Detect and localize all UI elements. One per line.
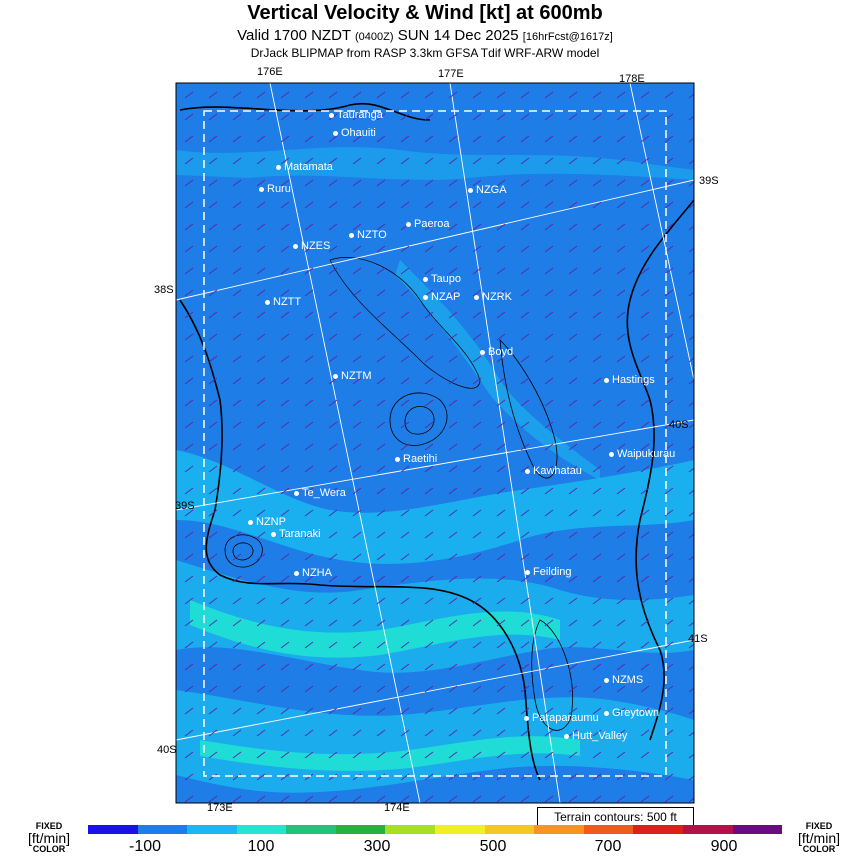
place-nzrk: NZRK: [474, 291, 512, 303]
place-nzga: NZGA: [468, 184, 507, 196]
units-left: [14, 822, 84, 854]
colorbar-label-neg100: -100: [128, 838, 162, 855]
units-left-top: FIXED: [35, 821, 63, 831]
lon-label-177e: 177E: [438, 68, 464, 80]
lon-label-173e: 173E: [207, 802, 233, 814]
colorbar-segment: [138, 825, 188, 834]
colorbar-segment: [88, 825, 138, 834]
lon-label-174e: 174E: [384, 802, 410, 814]
place-te-wera: Te_Wera: [294, 487, 346, 499]
lat-label-39s-left: 39S: [175, 500, 195, 512]
colorbar-segment: [237, 825, 287, 834]
utc-time: (0400Z): [355, 31, 394, 43]
place-nzto: NZTO: [349, 229, 387, 241]
place-feilding: Feilding: [525, 566, 572, 578]
lat-label-40s-right: 40S: [669, 419, 689, 431]
lat-label-41s: 41S: [688, 633, 708, 645]
place-matamata: Matamata: [276, 161, 333, 173]
colorbar-segment: [286, 825, 336, 834]
forecast-run: [16hrFcst@1617z]: [522, 31, 613, 43]
place-raetihi: Raetihi: [395, 453, 437, 465]
place-kawhatau: Kawhatau: [525, 465, 582, 477]
colorbar-segment: [385, 825, 435, 834]
colorbar-label-100: 100: [247, 838, 275, 855]
place-nznp: NZNP: [248, 516, 286, 528]
colorbar-segment: [336, 825, 386, 834]
units-left-bottom: COLOR: [32, 844, 66, 854]
place-ruru: Ruru: [259, 183, 291, 195]
colorbar-segment: [584, 825, 634, 834]
place-taranaki: Taranaki: [271, 528, 321, 540]
lat-label-40s-left: 40S: [157, 744, 177, 756]
place-boyd: Boyd: [480, 346, 513, 358]
colorbar-segment: [683, 825, 733, 834]
lat-label-39s-right: 39S: [699, 175, 719, 187]
units-right: [784, 822, 850, 854]
place-nzha: NZHA: [294, 567, 332, 579]
place-hastings: Hastings: [604, 374, 655, 386]
place-tauranga: Tauranga: [329, 109, 383, 121]
lon-label-176e: 176E: [257, 66, 283, 78]
place-nzms: NZMS: [604, 674, 643, 686]
colorbar-segment: [187, 825, 237, 834]
colorbar-segment: [534, 825, 584, 834]
valid-time-text: Valid 1700 NZDT: [237, 27, 355, 44]
place-nzap: NZAP: [423, 291, 460, 303]
colorbar-label-900: 900: [710, 838, 738, 855]
units-left-middle: [ft/min]: [27, 830, 70, 846]
place-waipukurau: Waipukurau: [609, 448, 675, 460]
place-paeroa: Paeroa: [406, 218, 449, 230]
place-greytown: Greytown: [604, 707, 659, 719]
map-background: [176, 83, 694, 803]
place-hutt-valley: Hutt_Valley: [564, 730, 627, 742]
units-right-middle: [ft/min]: [797, 830, 840, 846]
place-paraparaumu: Paraparaumu: [524, 712, 599, 724]
colorbar-segment: [485, 825, 535, 834]
lon-label-178e: 178E: [619, 73, 645, 85]
colorbar-segment: [435, 825, 485, 834]
place-ohauiti: Ohauiti: [333, 127, 376, 139]
colorbar-label-300: 300: [363, 838, 391, 855]
terrain-contours-note: Terrain contours: 500 ft: [537, 807, 694, 827]
place-nzes: NZES: [293, 240, 330, 252]
model-description: DrJack BLIPMAP from RASP 3.3km GFSA Tdif WRF-ARW model: [250, 46, 600, 60]
color-scale-bar: [88, 825, 782, 834]
colorbar-label-700: 700: [594, 838, 622, 855]
lat-label-38s: 38S: [154, 284, 174, 296]
map-title: Vertical Velocity & Wind [kt] at 600mb: [247, 2, 603, 24]
colorbar-segment: [633, 825, 683, 834]
colorbar-segment: [733, 825, 783, 834]
place-taupo: Taupo: [423, 273, 461, 285]
place-nztm: NZTM: [333, 370, 372, 382]
date-text: SUN 14 Dec 2025: [393, 27, 523, 44]
place-nztt: NZTT: [265, 296, 301, 308]
units-right-top: FIXED: [805, 821, 833, 831]
units-right-bottom: COLOR: [802, 844, 836, 854]
colorbar-label-500: 500: [479, 838, 507, 855]
